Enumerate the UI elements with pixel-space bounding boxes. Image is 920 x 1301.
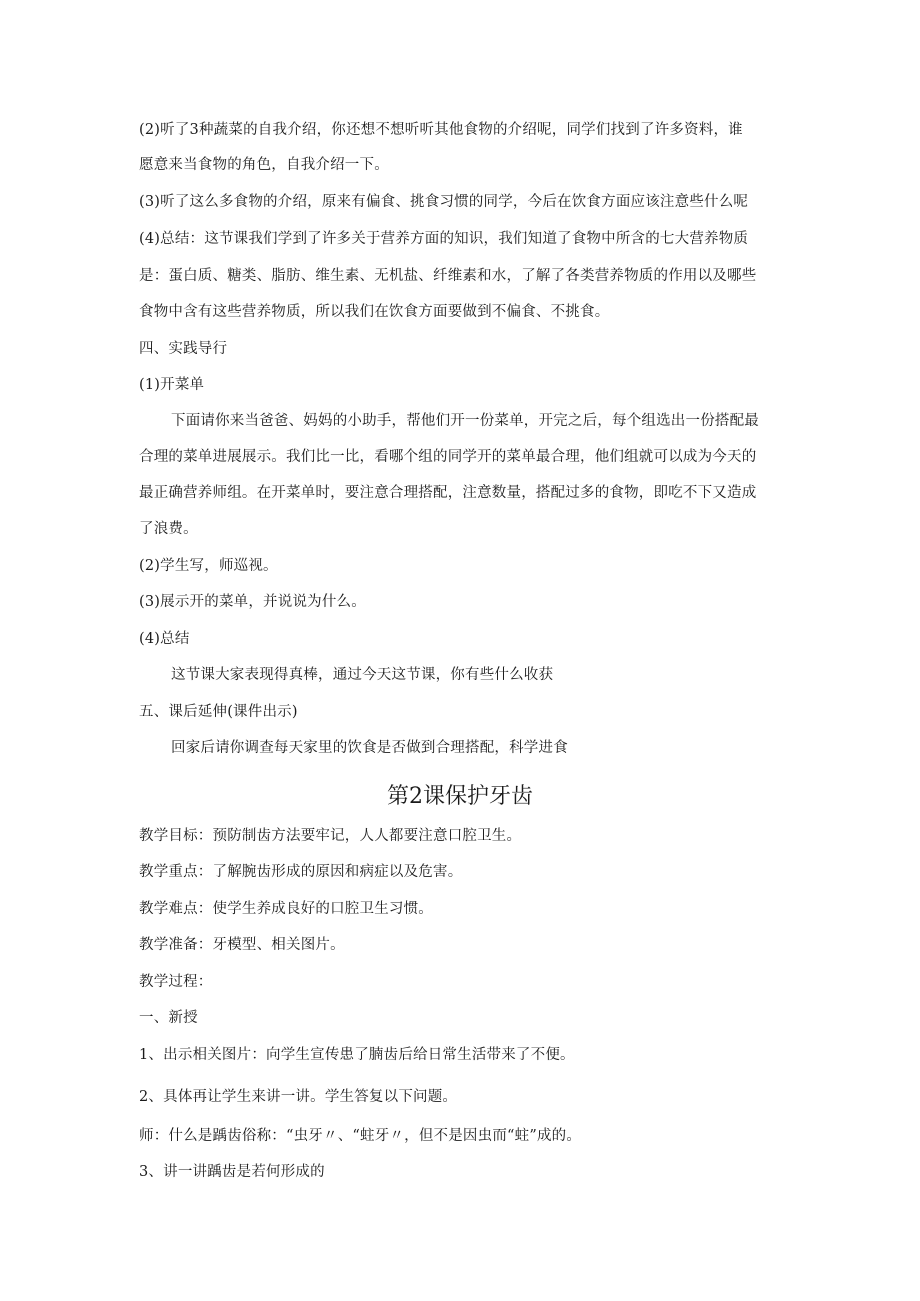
paragraph-line: 最正确营养师组。在开菜单时，要注意合理搭配，注意数量，搭配过多的食物，即吃不下又造成 [139,485,757,501]
subheading: (1)开菜单 [139,377,205,393]
lesson-title: 第2课保护牙齿 [387,784,533,809]
paragraph-line: 2、具体再让学生来讲一讲。学生答复以下问题。 [139,1089,458,1105]
paragraph-line: (3)听了这么多食物的介绍，原来有偏食、挑食习惯的同学，今后在饮食方面应该注意些什么呢 [139,194,749,210]
paragraph-line: 愿意来当食物的角色，自我介绍一下。 [139,157,389,173]
paragraph-line: 下面请你来当爸爸、妈妈的小助手，帮他们开一份菜单，开完之后，每个组选出一份搭配最 [171,413,759,429]
paragraph-line: 是：蛋白质、糖类、脂肪、维生素、无机盐、纤维素和水，了解了各类营养物质的作用以及哪些 [139,268,757,284]
paragraph-line: 教学准备：牙模型、相关图片。 [139,937,345,953]
paragraph-line: 教学目标：预防制齿方法要牢记，人人都要注意口腔卫生。 [139,828,522,844]
paragraph-line: 教学重点：了解腕齿形成的原因和病症以及危害。 [139,864,463,880]
paragraph-line: 了浪费。 [139,521,198,537]
paragraph-line: (3)展示开的菜单，并说说为什么。 [139,594,366,610]
section-heading: 四、实践导行 [139,341,228,357]
paragraph-line: 3、讲一讲踽齿是若何形成的 [139,1164,325,1180]
paragraph-line: 教学难点：使学生养成良好的口腔卫生习惯。 [139,901,433,917]
paragraph-line: 食物中含有这些营养物质，所以我们在饮食方面要做到不偏食、不挑食。 [139,304,610,320]
paragraph-line: 这节课大家表现得真棒，通过今天这节课，你有些什么收获 [171,667,554,683]
paragraph-line: 合理的菜单进展展示。我们比一比，看哪个组的同学开的菜单最合理，他们组就可以成为今天的 [139,449,757,465]
paragraph-line: 教学过程： [139,974,213,990]
paragraph-line: (2)学生写，师巡视。 [139,558,278,574]
paragraph-line: 回家后请你调查每天家里的饮食是否做到合理搭配，科学进食 [171,740,568,756]
paragraph-line: (4)总结：这节课我们学到了许多关于营养方面的知识，我们知道了食物中所含的七大营养物质 [139,231,749,247]
paragraph-line: (2)听了3种蔬菜的自我介绍，你还想不想听听其他食物的介绍呢，同学们找到了许多资料，谁 [139,122,743,138]
subheading: (4)总结 [139,631,190,647]
section-heading: 五、课后延伸(课件出示) [139,704,298,720]
section-heading: 一、新授 [139,1010,198,1026]
paragraph-line: 1、出示相关图片：向学生宣传患了腩齿后给日常生活带来了不便。 [139,1047,575,1063]
paragraph-line: 师：什么是踽齿俗称：“虫牙〃、“蛀牙〃，但不是因虫而“蛀”成的。 [139,1128,582,1144]
